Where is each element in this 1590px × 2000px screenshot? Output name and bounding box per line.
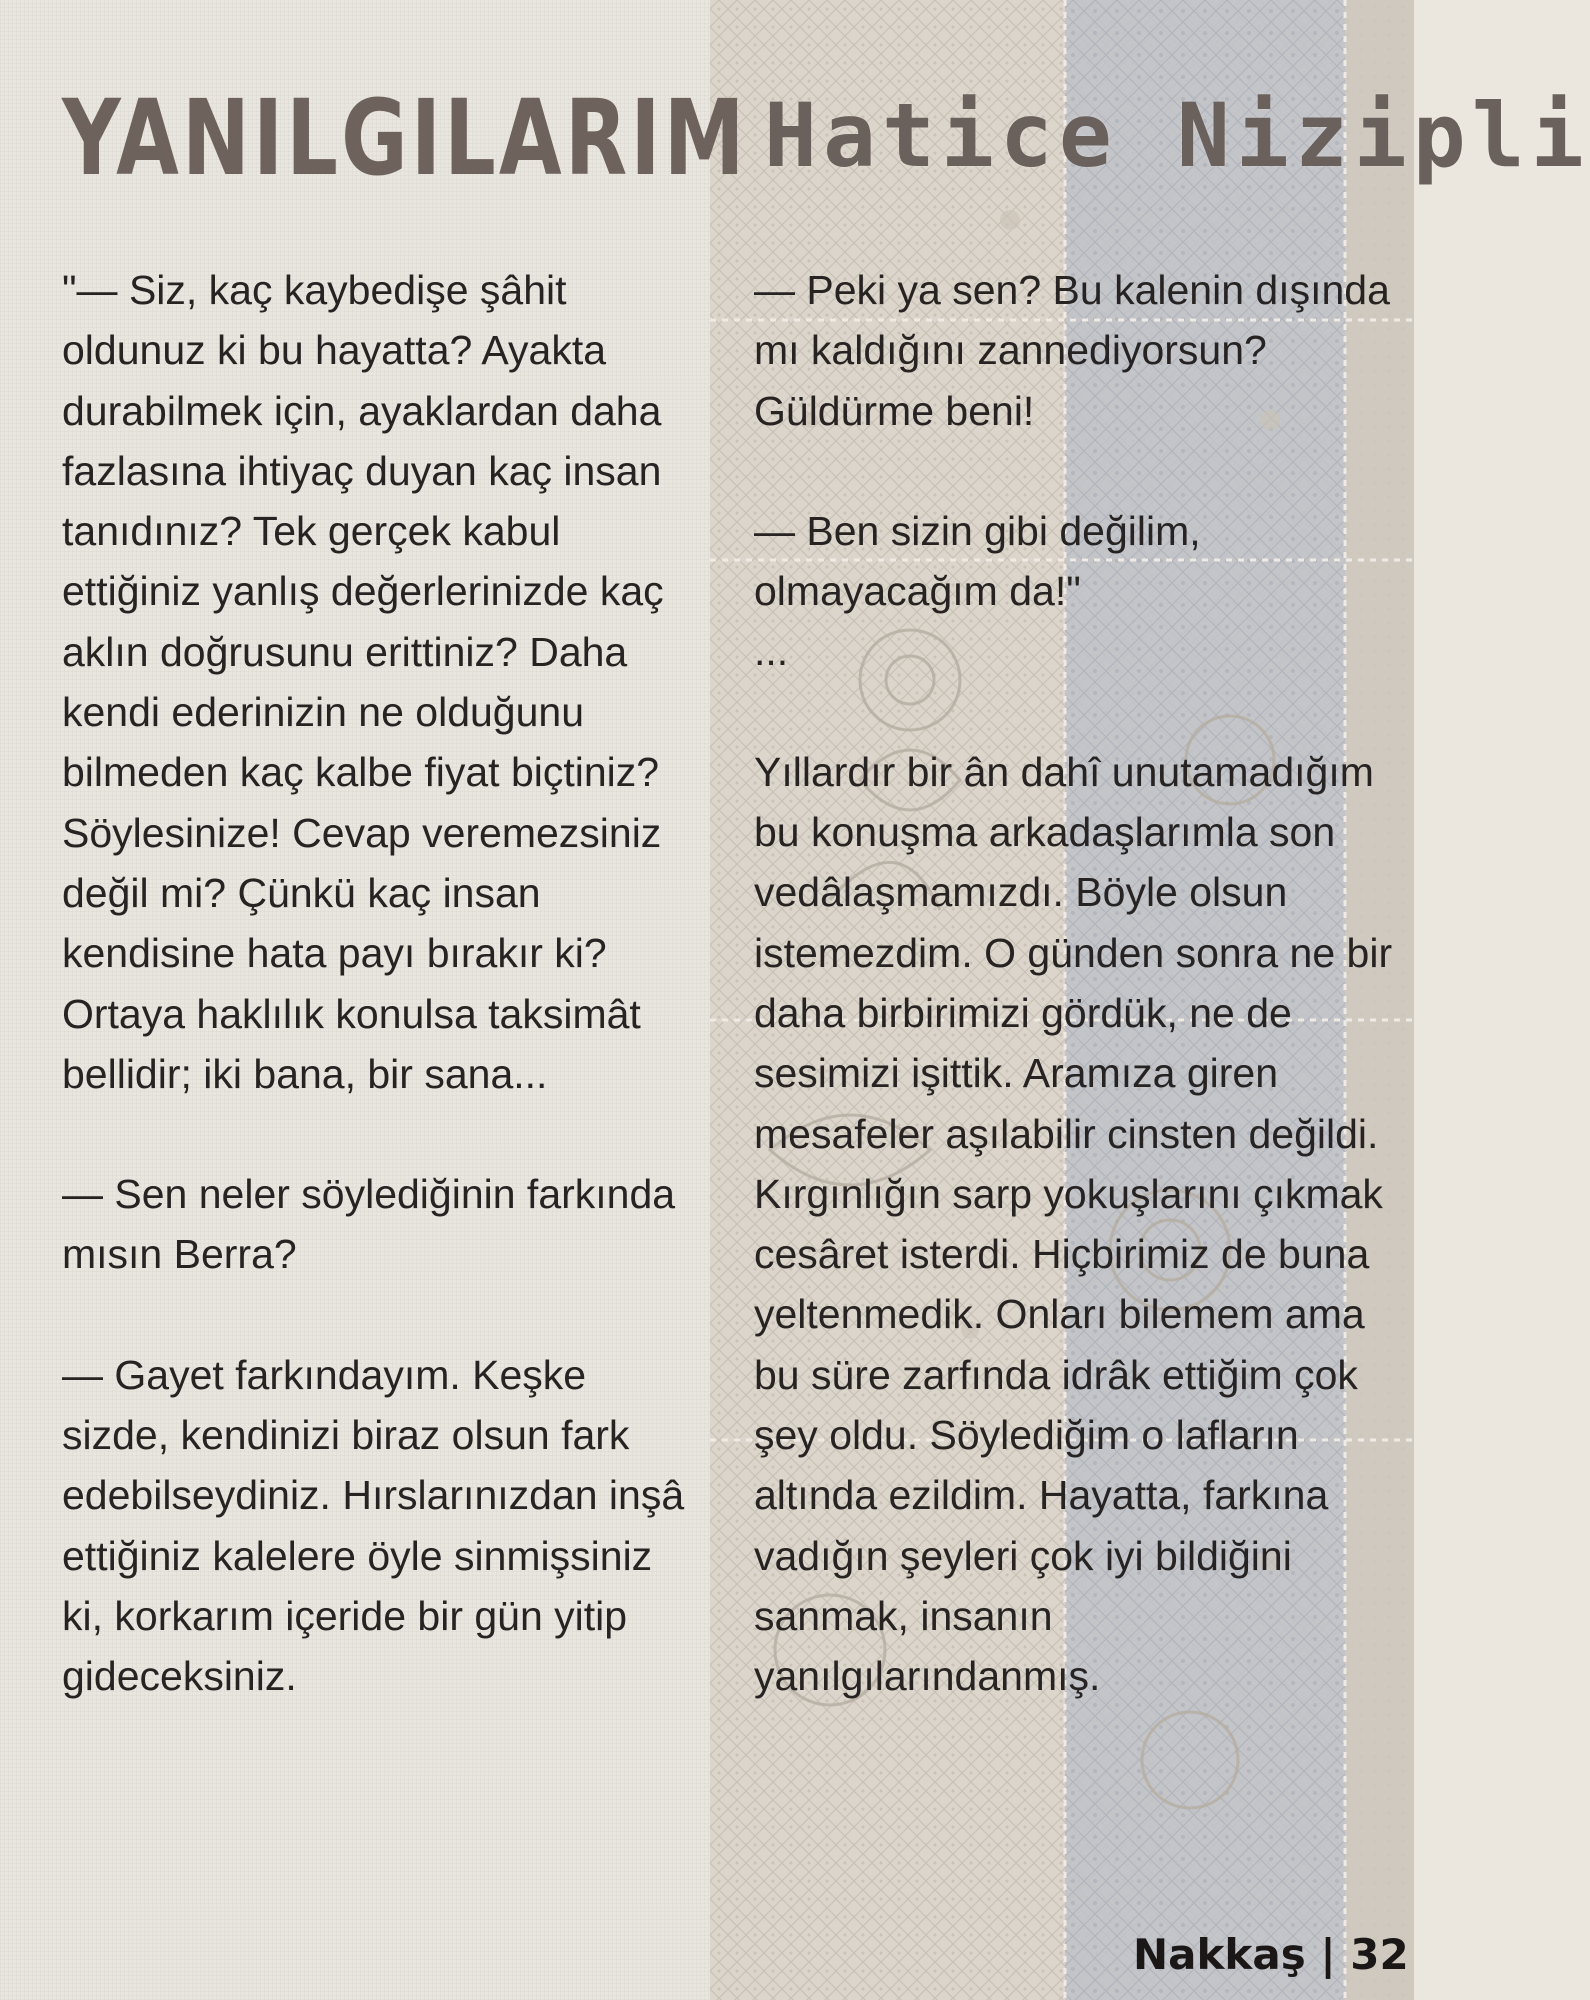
paragraph: — Ben sizin gibi değilim, olmayacağım da!" (754, 507, 1201, 615)
page-footer: Nakkaş | 32 (1133, 1930, 1409, 1979)
paragraph: — Gayet farkındayım. Keşke sizde, kendinizi biraz olsun fark edebilseydiniz. Hırslarınızdan inşâ ettiğiniz kalelere öyle sinmişsiniz ki, korkarım içeride bir gün yitip gideceksiniz. (62, 1351, 685, 1700)
ellipsis-separator: ... (754, 628, 789, 675)
paragraph: "— Siz, kaç kaybedişe şâhit oldunuz ki bu hayatta? Ayakta durabilmek için, ayaklardan daha fazlasına ihtiyaç duyan kaç insan tanıdınız? Tek gerçek kabul ettiğiniz yanlış değerlerinizde kaç aklın doğrusunu erittiniz? Daha kendi ederinizin ne olduğunu bilmeden kaç kalbe fiyat biçtiniz? Söylesinize! Cevap veremezsiniz değil mi? Çünkü kaç insan kendisine hata payı bırakır ki? Ortaya haklılık konulsa taksimât bellidir; iki bana, bir sana... (62, 267, 664, 1097)
article-title: YANILGILARIM (62, 77, 748, 199)
paragraph: — Sen neler söylediğinin farkında mısın Berra? (62, 1171, 676, 1278)
paragraph: — Peki ya sen? Bu kalenin dışında mı kaldığını zannediyorsun? Güldürme beni! (754, 267, 1390, 434)
right-text-column (754, 260, 1404, 1767)
paragraph: Yıllardır bir ân dahî unutamadığım bu konuşma arkadaşlarımla son vedâlaşmamızdı. Böyle olsun istemezdim. O günden sonra ne bir daha birbirimizi gördük, ne de sesimizi işittik. Aramıza giren mesafeler aşılabilir cinsten değildi. Kırgınlığın sarp yokuşlarını çıkmak cesâret isterdi. Hiçbirimiz de buna yeltenmedik. Onları bilemem ama bu süre zarfında idrâk ettiğim çok şey oldu. Söylediğim o lafların altında ezildim. Hayatta, farkına vadığın şeyleri çok iyi bildiğini sanmak, insanın yanılgılarındanmış. (754, 748, 1393, 1700)
left-text-column (62, 260, 702, 1767)
author-name: Hatice Nizipli (764, 84, 1590, 187)
